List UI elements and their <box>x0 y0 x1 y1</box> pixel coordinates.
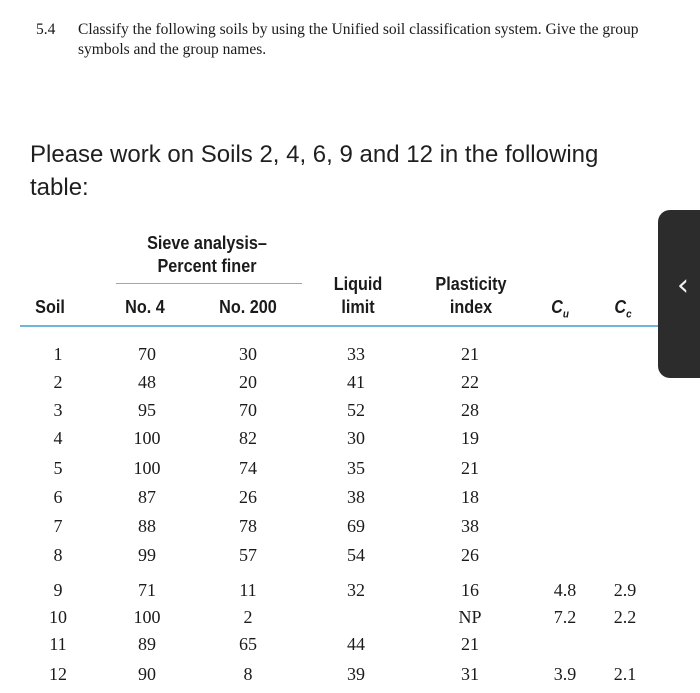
cell-pi: 22 <box>461 372 479 392</box>
cell-no200: 20 <box>239 372 257 392</box>
cell-no4: 87 <box>138 487 156 507</box>
cell-no4: 99 <box>138 545 156 565</box>
cell-soil: 6 <box>53 487 63 507</box>
cell-no200: 2 <box>243 607 253 627</box>
cell-pi: 19 <box>461 428 479 448</box>
cell-soil: 11 <box>49 634 67 654</box>
cell-ll: 52 <box>347 400 365 420</box>
sieve-group-rule <box>116 283 302 284</box>
cell-no4: 70 <box>138 344 156 364</box>
cell-cu: 4.8 <box>553 580 577 600</box>
cell-no4: 89 <box>138 634 156 654</box>
cell-ll: 32 <box>347 580 365 600</box>
cell-ll: 54 <box>347 545 365 565</box>
header-no200: No. 200 <box>219 297 277 317</box>
cell-no4: 88 <box>138 516 156 536</box>
header-soil: Soil <box>35 297 65 317</box>
cell-pi: 28 <box>461 400 479 420</box>
cell-no200: 57 <box>239 545 257 565</box>
cell-pi: 31 <box>461 664 479 684</box>
cell-cc: 2.1 <box>613 664 637 684</box>
cell-ll: 38 <box>347 487 365 507</box>
header-cc: $C_c$ <box>614 297 632 321</box>
cell-soil: 8 <box>53 545 63 565</box>
cell-no200: 82 <box>239 428 257 448</box>
header-liquid-limit-line1: Liquid <box>333 274 383 294</box>
problem-number: 5.4 <box>36 21 56 38</box>
cell-cc: 2.2 <box>613 607 637 627</box>
cell-no200: 65 <box>239 634 257 654</box>
cell-no200: 26 <box>239 487 257 507</box>
cell-soil: 7 <box>53 516 63 536</box>
cell-soil: 4 <box>53 428 63 448</box>
cell-no200: 74 <box>239 458 257 478</box>
cell-pi: 26 <box>461 545 479 565</box>
problem-text: Classify the following soils by using the Unified soil classification system. Give the group symbols and the group names. <box>78 21 639 58</box>
cell-pi: 21 <box>461 458 479 478</box>
cell-soil: 12 <box>49 664 67 684</box>
cell-ll: 44 <box>347 634 365 654</box>
cell-pi: NP <box>458 607 482 627</box>
cell-pi: 21 <box>461 344 479 364</box>
cell-soil: 10 <box>49 607 67 627</box>
cell-ll: 30 <box>347 428 365 448</box>
cell-pi: 38 <box>461 516 479 536</box>
cell-pi: 21 <box>461 634 479 654</box>
cell-cu: 3.9 <box>553 664 577 684</box>
chevron-left-icon[interactable]: ‹ <box>677 268 689 303</box>
header-no4: No. 4 <box>125 297 165 317</box>
cell-soil: 1 <box>53 344 63 364</box>
header-plasticity-index-line2: index <box>449 297 493 317</box>
cell-no200: 8 <box>243 664 253 684</box>
cell-ll: 41 <box>347 372 365 392</box>
cell-no4: 90 <box>138 664 156 684</box>
sieve-group-header-line1: Sieve analysis– <box>147 233 267 253</box>
cell-no4: 100 <box>133 428 161 448</box>
cell-ll: 69 <box>347 516 365 536</box>
header-rule <box>20 325 660 327</box>
sieve-group-header-line2: Percent finer <box>157 256 257 276</box>
header-plasticity-index-line1: Plasticity <box>435 274 507 294</box>
cell-ll: 35 <box>347 458 365 478</box>
cell-no4: 100 <box>133 607 161 627</box>
cell-soil: 3 <box>53 400 63 420</box>
cell-no200: 78 <box>239 516 257 536</box>
cell-no4: 71 <box>138 580 156 600</box>
cell-no200: 30 <box>239 344 257 364</box>
header-cu: $C_u$ <box>551 297 569 321</box>
cell-no200: 11 <box>239 580 257 600</box>
cell-pi: 18 <box>461 487 479 507</box>
cell-soil: 5 <box>53 458 63 478</box>
cell-soil: 2 <box>53 372 63 392</box>
cell-cu: 7.2 <box>553 607 577 627</box>
header-liquid-limit-line2: limit <box>341 297 375 317</box>
side-panel-tab[interactable] <box>658 210 700 378</box>
cell-no4: 100 <box>133 458 161 478</box>
cell-no200: 70 <box>239 400 257 420</box>
cell-no4: 95 <box>138 400 156 420</box>
cell-no4: 48 <box>138 372 156 392</box>
cell-pi: 16 <box>461 580 479 600</box>
cell-ll: 39 <box>347 664 365 684</box>
cell-soil: 9 <box>53 580 63 600</box>
cell-cc: 2.9 <box>613 580 637 600</box>
cell-ll: 33 <box>347 344 365 364</box>
instruction-text: Please work on Soils 2, 4, 6, 9 and 12 in the following table: <box>30 141 599 201</box>
